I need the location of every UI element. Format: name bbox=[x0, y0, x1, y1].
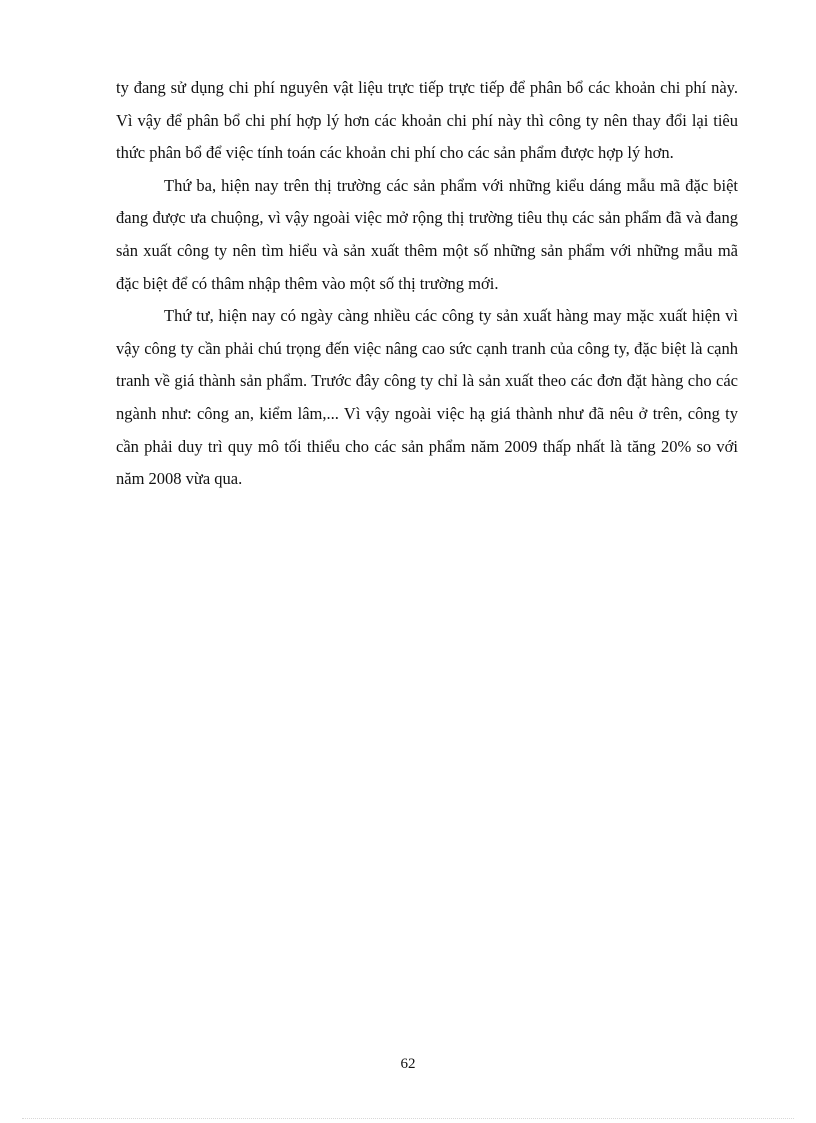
page-bottom-divider bbox=[22, 1118, 794, 1119]
body-text bbox=[116, 72, 738, 496]
paragraph-fourth-point: Thứ tư, hiện nay có ngày càng nhiều các công ty sản xuất hàng may mặc xuất hiện vì vậy công ty cần phải chú trọng đến việc nâng cao sức cạnh tranh của công ty, đặc biệt là cạnh tranh về giá thành sản phẩm. Trước đây công ty chỉ là sản xuất theo các đơn đặt hàng cho các ngành như: công an, kiểm lâm,... Vì vậy ngoài việc hạ giá thành như đã nêu ở trên, công ty cần phải duy trì quy mô tối thiểu cho các sản phẩm năm 2009 thấp nhất là tăng 20% so với năm 2008 vừa qua. bbox=[116, 306, 738, 489]
paragraph-continuation: ty đang sử dụng chi phí nguyên vật liệu trực tiếp trực tiếp để phân bổ các khoản chi phí này. Vì vậy để phân bổ chi phí hợp lý hơn các khoản chi phí này thì công ty nên thay đổi lại tiêu thức phân bổ để việc tính toán các khoản chi phí cho các sản phẩm được hợp lý hơn. bbox=[116, 78, 738, 163]
page-number: 62 bbox=[400, 1056, 416, 1072]
paragraph-third-point: Thứ ba, hiện nay trên thị trường các sản phẩm với những kiểu dáng mẫu mã đặc biệt đang được ưa chuộng, vì vậy ngoài việc mở rộng thị trường tiêu thụ các sản phẩm đã và đang sản xuất công ty nên tìm hiểu và sản xuất thêm một số những sản phẩm với những mẫu mã đặc biệt để có thâm nhập thêm vào một số thị trường mới. bbox=[116, 175, 738, 293]
